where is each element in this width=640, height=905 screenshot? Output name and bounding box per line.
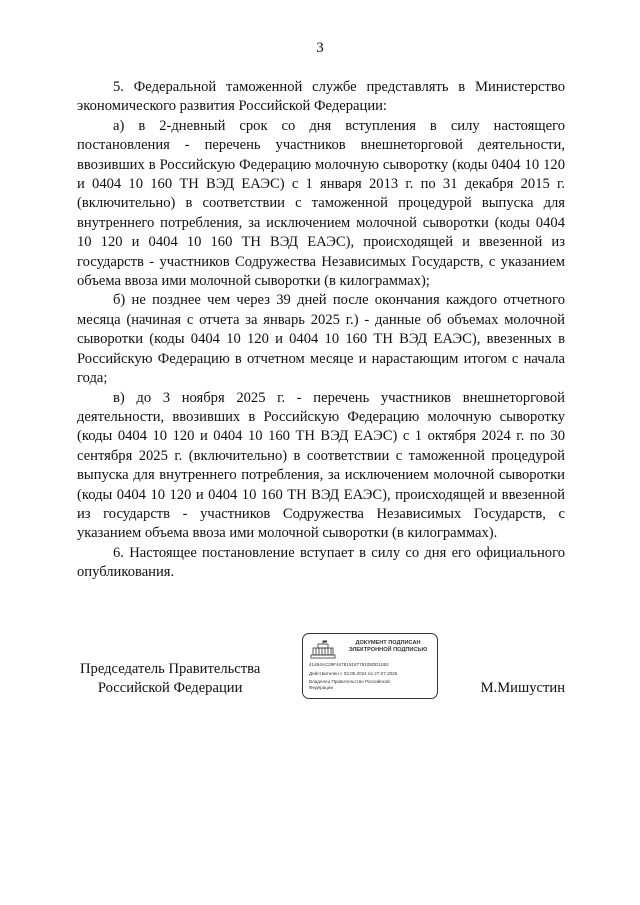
- stamp-title: [341, 640, 435, 654]
- stamp-owner-line1: Владелец Правительство Российской: [309, 679, 390, 684]
- paragraph-5b: б) не позднее чем через 39 дней после окончания каждого отчетного месяца (начиная с отчета за январь 2025 г.) - данные об объемах молочной сыворотки (коды 0404 10 120 и 0404 10 160 ТН ВЭД ЕАЭС), ввезенных в Российскую Федерацию в отчетном месяце и нарастающим итогом с начала года;: [77, 292, 565, 387]
- stamp-title-line1: ДОКУМЕНТ ПОДПИСАН: [355, 640, 421, 646]
- paragraph-5: 5. Федеральной таможенной службе представлять в Министерство экономического развития Российской Федерации:: [77, 79, 565, 115]
- electronic-signature-stamp: [302, 633, 438, 699]
- document-body: [77, 78, 565, 583]
- paragraph-6: 6. Настоящее постановление вступает в силу со дня его официального опубликования.: [77, 544, 565, 581]
- stamp-title-line2: ЭЛЕКТРОННОЙ ПОДПИСЬЮ: [348, 647, 428, 653]
- signatory-name: М.Мишустин: [480, 680, 565, 696]
- signatory-title: [80, 660, 260, 699]
- signatory-title-line1: Председатель Правительства: [80, 661, 261, 677]
- stamp-validity: Действителен с 03.05.2024 по 27.07.2025: [309, 671, 398, 676]
- stamp-owner-line2: Федерации: [309, 685, 334, 690]
- government-building-icon: [309, 640, 337, 660]
- stamp-serial: 41494AC29F44781918779105DD1062: [309, 662, 389, 667]
- page-number: 3: [316, 40, 324, 56]
- paragraph-5v: в) до 3 ноября 2025 г. - перечень участников внешнеторговой деятельности, ввозивших в Российскую Федерацию молочную сыворотку (коды 0404 10 120 и 0404 10 160 ТН ВЭД ЕАЭС) с 1 октября 2024 г. по 30 сентября 2025 г. (включительно) в соответствии с таможенной процедурой выпуска для внутреннего потребления, за исключением молочной сыворотки (коды 0404 10 120 и 0404 10 160 ТН ВЭД ЕАЭС), происходящей и ввезенной из государств - участников Содружества Независимых Государств, с указанием объема ввоза ими молочной сыворотки (в килограммах).: [77, 389, 565, 542]
- paragraph-5a: а) в 2-дневный срок со дня вступления в силу настоящего постановления - перечень участников внешнеторговой деятельности, ввозивших в Российскую Федерацию молочную сыворотку (коды 0404 10 120 и 0404 10 160 ТН ВЭД ЕАЭС) с 1 января 2013 г. по 31 декабря 2015 г. (включительно) в соответствии с таможенной процедурой выпуска для внутреннего потребления, за исключением молочной сыворотки (коды 0404 10 120 и 0404 10 160 ТН ВЭД ЕАЭС), происходящей и ввезенной из государств - участников Содружества Независимых Государств, с указанием объема ввоза ими молочной сыворотки (в килограммах);: [77, 117, 565, 290]
- signatory-title-line2: Российской Федерации: [97, 680, 243, 697]
